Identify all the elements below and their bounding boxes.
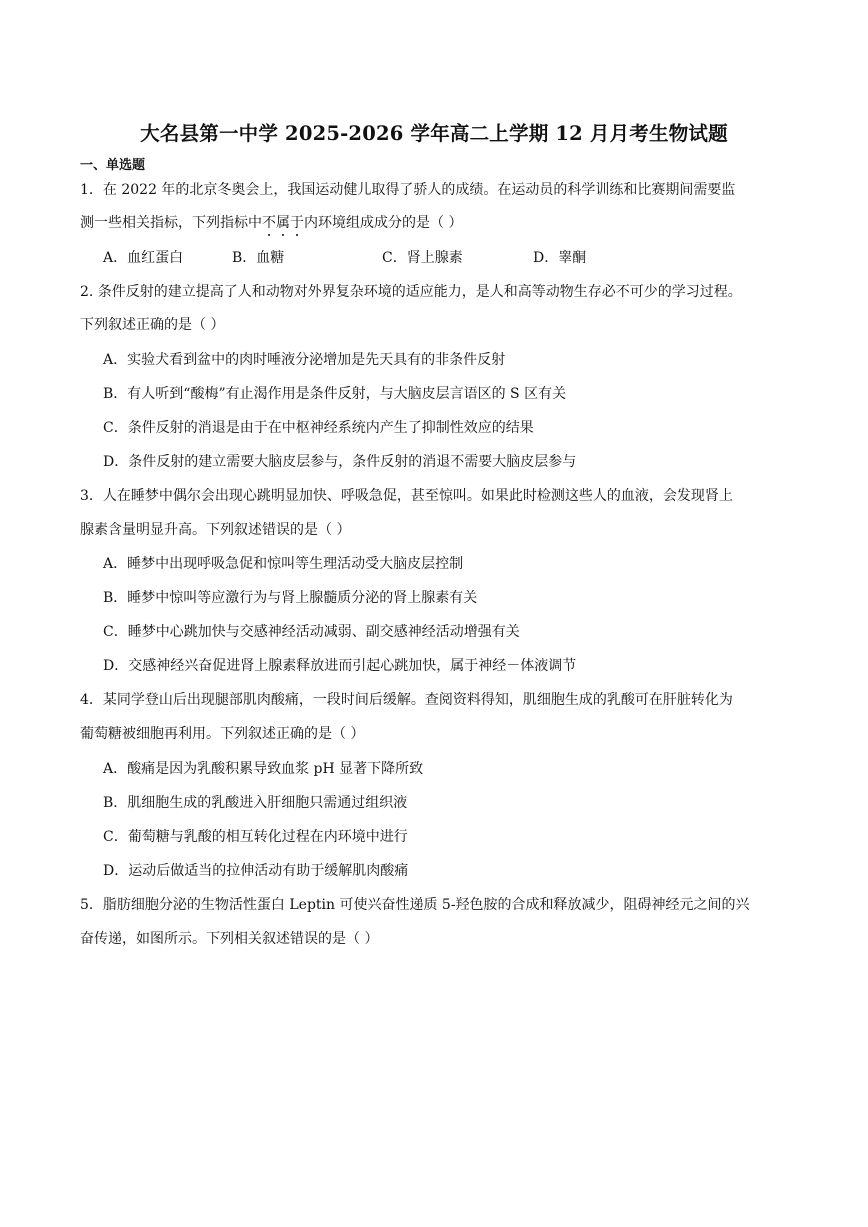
- q5-line-1: 5．脂肪细胞分泌的生物活性蛋白 Leptin 可使兴奋性递质 5-羟色胺的合成和释放减少，阻碍神经元之间的兴: [80, 897, 750, 913]
- q3-line-1: 3．人在睡梦中偶尔会出现心跳明显加快、呼吸急促，甚至惊叫。如果此时检测这些人的血液，会发现肾上: [80, 488, 733, 504]
- q1-line-2-post: 内环境组成成分的是（ ）: [304, 215, 463, 231]
- q1-option-b: B．血糖: [232, 250, 285, 266]
- q4-option-b: B．肌细胞生成的乳酸进入肝细胞只需通过组织液: [103, 795, 408, 811]
- q1-line-2: [80, 216, 462, 230]
- q2-option-b: B．有人听到“酸梅”有止渴作用是条件反射，与大脑皮层言语区的 S 区有关: [103, 386, 567, 402]
- q4-option-a: A．酸痛是因为乳酸积累导致血浆 pH 显著下降所致: [103, 761, 424, 777]
- q3-option-d: D．交感神经兴奋促进肾上腺素释放进而引起心跳加快，属于神经－体液调节: [103, 658, 577, 674]
- q1-option-d: D．睾酮: [533, 250, 587, 266]
- q2-option-d: D．条件反射的建立需要大脑皮层参与，条件反射的消退不需要大脑皮层参与: [103, 454, 577, 470]
- section-heading: 一、单选题: [80, 158, 146, 173]
- q4-line-2: 葡萄糖被细胞再利用。下列叙述正确的是（ ）: [80, 726, 365, 742]
- q1-emphasis-text: [262, 215, 304, 231]
- q1-option-c: C．肾上腺素: [382, 250, 463, 266]
- q4-option-d: D．运动后做适当的拉伸活动有助于缓解肌肉酸痛: [103, 863, 409, 879]
- q2-option-c: C．条件反射的消退是由于在中枢神经系统内产生了抑制性效应的结果: [103, 420, 534, 436]
- emphasis-char: 不: [262, 215, 276, 231]
- q4-line-1: 4．某同学登山后出现腿部肌肉酸痛，一段时间后缓解。查阅资料得知，肌细胞生成的乳酸可在肝脏转化为: [80, 692, 733, 708]
- emphasis-char: 属: [276, 215, 290, 231]
- q1-option-a: A．血红蛋白: [103, 250, 184, 266]
- q1-line-2-pre: 测一些相关指标，下列指标中: [80, 215, 262, 231]
- q2-line-2: 下列叙述正确的是（ ）: [80, 317, 225, 333]
- q4-option-c: C．葡萄糖与乳酸的相互转化过程在内环境中进行: [103, 829, 408, 845]
- q3-option-a: A．睡梦中出现呼吸急促和惊叫等生理活动受大脑皮层控制: [103, 556, 464, 572]
- emphasis-char: 于: [290, 215, 304, 231]
- q2-option-a: A．实验犬看到盆中的肉时唾液分泌增加是先天具有的非条件反射: [103, 352, 506, 368]
- q3-option-b: B．睡梦中惊叫等应激行为与肾上腺髓质分泌的肾上腺素有关: [103, 590, 478, 606]
- q5-line-2: 奋传递，如图所示。下列相关叙述错误的是（ ）: [80, 931, 379, 947]
- q1-line-1: 1．在 2022 年的北京冬奥会上，我国运动健儿取得了骄人的成绩。在运动员的科学训练和比赛期间需要监: [80, 182, 736, 198]
- exam-title: 大名县第一中学 2025-2026 学年高二上学期 12 月月考生物试题: [140, 122, 728, 145]
- q3-line-2: 腺素含量明显升高。下列叙述错误的是（ ）: [80, 522, 351, 538]
- q3-option-c: C．睡梦中心跳加快与交感神经活动减弱、副交感神经活动增强有关: [103, 624, 520, 640]
- q2-line-1: 2. 条件反射的建立提高了人和动物对外界复杂环境的适应能力，是人和高等动物生存必不可少的学习过程。: [80, 284, 742, 300]
